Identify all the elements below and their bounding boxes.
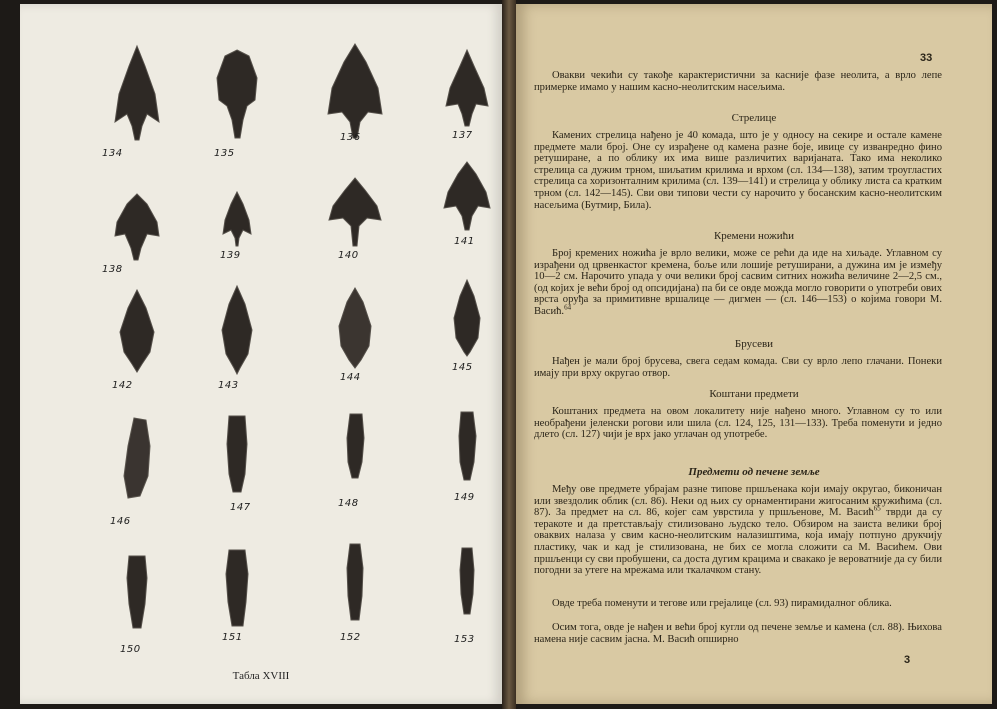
paragraph-text: тврди да су теракоте и да претстављају стилизовано људско тело. Обзиром на заиста велики број оваквих налаза у свим касно-неолитским налазиштима, која имају потпуно друкчију пластику, чак и кад је стилизована, не бих се могла сложити са М. Васићем. Ови пршљенци су сви пробушени, са доста дугим крацима и свакако је вероватније да су били погодни за утеге на мрежама или ткалачком стану. [534,507,942,577]
arrowhead-image [450,278,484,358]
arrowhead-image [442,160,492,232]
section-paragraph: Овде треба поменути и тегове или грејалице (сл. 93) пирамидалног облика. [552,598,892,609]
arrowhead-image [326,42,384,140]
blade-image [223,414,251,494]
artifact-140 [300,172,410,296]
section-paragraph: Нађен је мали број брусева, свега седам комада. Сви су врло лепо глачани. Понеки имају при врху округао отвор. [534,356,942,379]
page-number-top: 33 [920,52,933,64]
section-paragraph [534,484,942,577]
artifact-number: 148 [338,498,359,509]
section-heading: Предмети од печене земље [688,466,820,478]
section-heading: Стрелице [731,112,777,124]
artifact-number: 153 [454,634,475,645]
artifact-147 [182,410,292,534]
artifact-144 [300,282,410,406]
blade-image [458,546,476,616]
arrowhead-image [113,192,161,262]
intro-paragraph: Овакви чекићи су такође карактеристични за касније фазе неолита, а врло лепе примерке имамо у нашим касно-неолитским насељима. [534,70,942,93]
artifact-number: 149 [454,492,475,503]
artifact-number: 146 [110,516,131,527]
section-heading: Кремени ножићи [713,230,795,242]
artifact-number: 141 [454,236,475,247]
artifact-number: 137 [452,130,473,141]
footnote-marker: 65 [873,504,881,513]
section-paragraph [534,248,942,318]
right-page-text [516,4,992,704]
arrowhead-image [116,288,158,374]
book-gutter [502,0,516,709]
section-paragraph: Осим тога, овде је нађен и већи број кугли од печене земље и камена (сл. 88). Њихова намена није сасвим јасна. М. Васић опширно [534,622,942,645]
blade-image [344,412,366,480]
artifact-number: 142 [112,380,133,391]
artifact-134 [82,40,192,164]
artifact-number: 134 [102,148,123,159]
artifact-number: 139 [220,250,241,261]
arrowhead-image [335,286,375,370]
artifact-number: 147 [230,502,251,513]
blade-image [223,548,251,628]
artifact-151 [182,544,292,668]
page-number-bottom: 3 [904,654,911,666]
blade-image [456,410,478,482]
artifact-number: 138 [102,264,123,275]
artifact-number: 140 [338,250,359,261]
artifact-143 [182,280,292,404]
artifact-142 [82,284,192,408]
plate-caption: Табла XVIII [232,670,290,682]
artifact-136 [300,38,410,162]
arrowhead-image [444,48,490,128]
artifact-number: 145 [452,362,473,373]
arrowhead-image [218,284,256,376]
section-heading: Брусеви [734,338,774,350]
blade-image [123,554,151,630]
arrowhead-image [221,190,253,248]
artifact-number: 143 [218,380,239,391]
artifact-150 [82,550,192,674]
artifact-number: 144 [340,372,361,383]
arrowhead-image [327,176,383,248]
left-page-plate [20,4,502,704]
section-paragraph: Камених стрелица нађено је 40 комада, што је у односу на секире и остале камене предмете мали број. Оне су израђене од камена разне боје, ивице су изванредно фино ретуширане, а по облику их има више различитих варијаната. Тако има неколико стрелица са дужим трном, шиљатим крилима и врхом (сл. 134—138), затим троугластих стрелица са хоризонталним крилима (сл. 139—141) и стрелица у облику листа са кратким трном (сл. 142—145). Сви ови типови чести су нарочито у босанским касно-неолитским насељима (Бутмир, Била). [534,130,942,211]
artifact-number: 136 [340,132,361,143]
arrowhead-image [213,48,261,140]
paragraph-text: Међу ове предмете убрајам разне типове пршљенака који имају округао, биконичан или звездолик облик (сл. 86). Неки од њих су орнаментирани жигосаним кружићима (сл. 87). За предмет на сл. 86, којег сам уврстила у пршљенове, М. Васић [534,484,942,519]
arrowhead-image [111,44,163,142]
section-paragraph: Коштаних предмета на овом локалитету није нађено много. Углавном су то или необрађени јеленски рогови или шила (сл. 124, 125, 131—133). Треба поменути и једно длето (сл. 127) чији је врх јако углачан од употребе. [534,406,942,441]
artifact-135 [182,44,292,168]
paragraph-text: Број кремених ножића је врло велики, може се рећи да иде на хиљаде. Углавном су израђени од црвенкастог кремена, боље или лошије ретуширани, а дужина им је између 10—2 см. Нарочито упада у очи велики број сасвим ситних ножића величине 2—2,5 см., (од којих је већи број од опсидијана) па би се овде можда могло говорити о употреби ових врста оруђа за примитивне вршалице — дигмен — (сл. 146—153) о којима говори М. Васић. [534,248,942,317]
artifact-148 [300,408,410,532]
artifact-number: 152 [340,632,361,643]
blade-image [120,416,154,500]
blade-image [345,542,365,622]
footnote-marker: 64 [564,303,572,312]
artifact-152 [300,538,410,662]
artifact-number: 135 [214,148,235,159]
artifact-number: 150 [120,644,141,655]
artifact-number: 151 [222,632,243,643]
section-heading: Коштани предмети [709,388,799,400]
artifact-146 [82,412,192,536]
